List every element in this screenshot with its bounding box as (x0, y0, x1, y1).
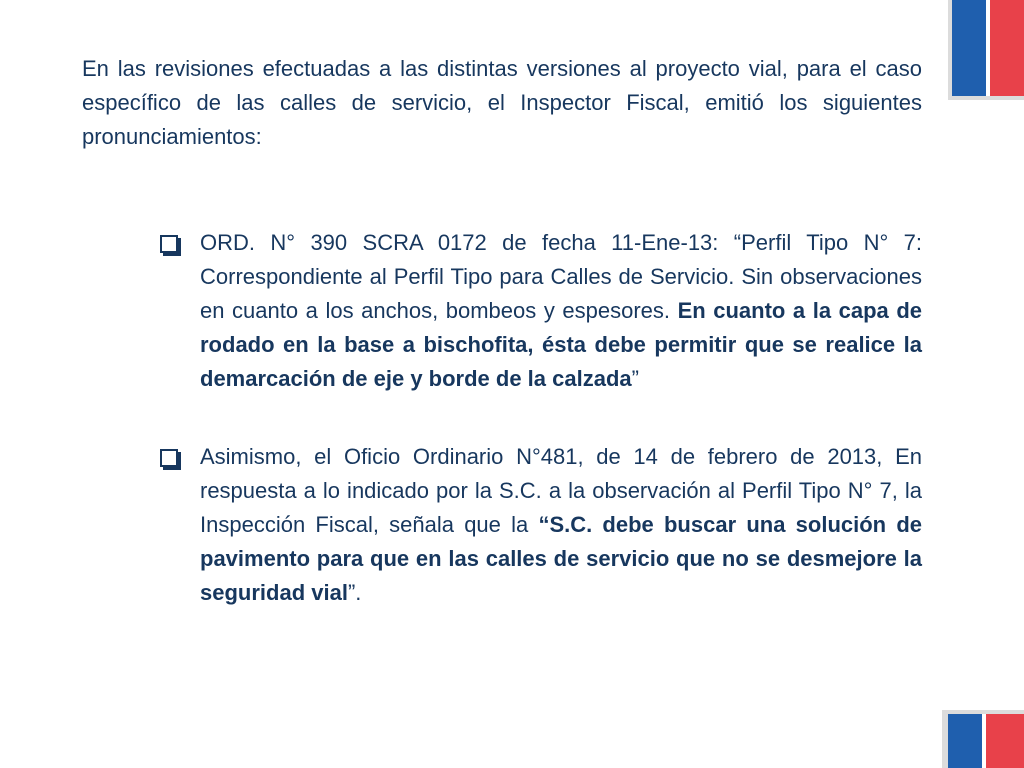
bullet-item-oficio-481 (160, 440, 922, 610)
bullet-text-closing: ”. (347, 580, 362, 605)
flag-decoration-bottom (942, 710, 1024, 768)
flag-decoration-top (942, 0, 1024, 100)
bullet-item-ord-390 (160, 226, 922, 396)
checkbox-bullet-icon (160, 235, 178, 253)
bullet-text-bold: “S.C. debe buscar una solución de pavimento para que en las calles de servicio que no se desmejore la seguridad vial (200, 512, 922, 605)
bullet-text-normal: Asimismo, el Oficio Ordinario N°481, de 14 de febrero de 2013, En respuesta a lo indicado por la S.C. a la observación al Perfil Tipo N° 7, la Inspección Fiscal, señala que la (200, 444, 922, 537)
bullet-list (160, 226, 922, 654)
bullet-text-closing: ” (631, 366, 639, 391)
checkbox-bullet-icon (160, 449, 178, 467)
intro-paragraph: En las revisiones efectuadas a las distintas versiones al proyecto vial, para el caso específico de las calles de servicio, el Inspector Fiscal, emitió los siguientes pronunciamientos: (82, 56, 922, 149)
bullet-text-bold: En cuanto a la capa de rodado en la base a bischofita, ésta debe permitir que se realice la demarcación de eje y borde de la calzada (200, 298, 923, 391)
bullet-text-normal: ORD. N° 390 SCRA 0172 de fecha 11-Ene-13: “Perfil Tipo N° 7: Correspondiente al Perfil Tipo para Calles de Servicio. Sin observaciones en cuanto a los anchos, bombeos y espesores. (200, 230, 922, 323)
